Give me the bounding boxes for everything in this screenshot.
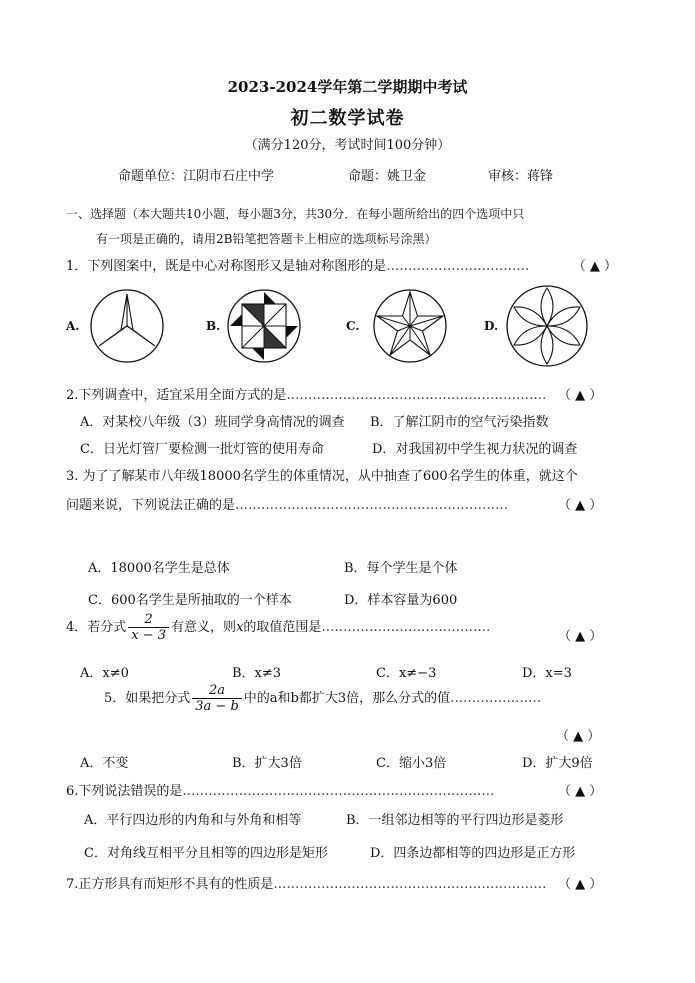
q4-numerator: 2 [128, 612, 169, 628]
q1-label-c: C. [346, 319, 360, 333]
q4-pre-text: 4．若分式 [66, 620, 127, 635]
q7-stem-text: 7.正方形具有而矩形不具有的性质是 [66, 877, 274, 892]
q5-pre-text: 5．如果把分式 [104, 691, 191, 706]
q4-denominator: x − 3 [131, 628, 167, 643]
q4-post-text-1: 有意义，则 [171, 620, 237, 635]
leader-dots: ……………………………………………………… [273, 877, 547, 892]
q1-figure-a [89, 288, 165, 364]
section-note-1: （本大题共10小题，每小题3分，共30分．在每小题所给出的四个选项中只 [126, 207, 525, 221]
q3-option-a: A．18000名学生是总体 [88, 561, 230, 576]
q6-stem-text: 6.下列说法错误的是 [66, 784, 183, 799]
q3-stem-line-1: 3. 为了了解某市八年级18000名学生的体重情况，从中抽查了600名学生的体重，就这个 [66, 469, 578, 484]
q6-stem [66, 780, 494, 799]
q7-answer-mark: （ ▲ ） [558, 877, 603, 892]
q3-option-b: B．每个学生是个体 [344, 561, 458, 576]
q4-option-d: D．x=3 [522, 666, 572, 681]
q1-label-a: A. [66, 319, 80, 333]
q1-figure-b [226, 288, 302, 364]
q1-label-d: D. [484, 319, 499, 333]
q6-answer-mark: （ ▲ ） [558, 784, 603, 799]
q4-fraction [128, 612, 169, 643]
q1-figure-d [505, 284, 589, 368]
q2-stem [66, 384, 546, 403]
header-reviewer: 审核：蒋锋 [488, 169, 554, 184]
exam-year-line: 2023-2024学年第二学期期中考试 [227, 78, 468, 96]
exam-title: 初二数学试卷 [290, 108, 405, 129]
q1-answer-mark: （ ▲ ） [572, 259, 617, 274]
q4-stem [66, 612, 490, 643]
q3-stem-text: 问题来说，下列说法正确的是 [66, 498, 236, 513]
q6-option-b: B．一组邻边相等的平行四边形是菱形 [346, 813, 564, 828]
q5-stem [104, 683, 541, 714]
q3-option-d: D．样本容量为600 [344, 593, 458, 608]
q1-label-b: B. [206, 319, 221, 333]
q2-answer-mark: （ ▲ ） [558, 388, 603, 403]
q2-option-b: B．了解江阴市的空气污染指数 [370, 415, 549, 430]
q2-option-d: D．对我国初中学生视力状况的调查 [372, 442, 578, 457]
q5-fraction [192, 683, 242, 714]
q5-answer-mark: （ ▲ ） [556, 729, 601, 744]
q1-stem-text: 1．下列图案中，既是中心对称图形又是轴对称图形的是 [66, 259, 387, 274]
q5-option-d: D．扩大9倍 [522, 756, 593, 771]
q4-answer-mark: （ ▲ ） [558, 629, 603, 644]
q7-stem [66, 873, 546, 892]
q3-option-c: C．600名学生是所抽取的一个样本 [88, 593, 292, 608]
q6-option-a: A．平行四边形的内角和与外角和相等 [84, 813, 302, 828]
header-unit: 命题单位：江阴市石庄中学 [118, 169, 275, 184]
q1-figure-c [372, 288, 448, 364]
q6-option-d: D．四条边都相等的四边形是正方形 [370, 846, 576, 861]
q4-post-text-2: 的取值范围是 [243, 620, 322, 635]
q3-answer-mark: （ ▲ ） [558, 498, 603, 513]
q4-variable: x [236, 620, 244, 635]
exam-info: （满分120分，考试时间100分钟） [244, 138, 451, 153]
leader-dots: ………………… [450, 691, 542, 706]
q3-stem-line-2 [66, 494, 508, 513]
q4-option-b: B．x≠3 [232, 666, 282, 681]
q5-option-a: A．不变 [80, 756, 129, 771]
q2-option-a: A．对某校八年级（3）班同学身高情况的调查 [80, 415, 345, 430]
leader-dots: …………………………………………………… [286, 388, 547, 403]
q2-stem-text: 2.下列调查中，适宜采用全面方式的是 [66, 388, 287, 403]
q6-option-c: C．对角线互相平分且相等的四边形是矩形 [84, 846, 328, 861]
q4-option-a: A．x≠0 [80, 666, 129, 681]
section-title: 一、选择题 [66, 207, 127, 221]
leader-dots: ……………………………………………………… [235, 498, 509, 513]
section-note-2: 有一项是正确的，请用2B铅笔把答题卡上相应的选项标号涂黑） [96, 232, 437, 246]
header-author: 命题：姚卫金 [348, 169, 427, 184]
leader-dots: ……………………………………………………………… [182, 784, 495, 799]
q4-option-c: C．x≠−3 [376, 666, 437, 681]
q5-option-c: C．缩小3倍 [376, 756, 447, 771]
q5-numerator: 2a [192, 683, 242, 699]
q1-stem [66, 255, 529, 274]
q5-option-b: B．扩大3倍 [232, 756, 302, 771]
q5-denominator: 3a − b [195, 699, 239, 714]
q2-option-c: C．日光灯管厂要检测一批灯管的使用寿命 [80, 442, 324, 457]
leader-dots: …………………………… [386, 259, 530, 274]
section-heading [66, 205, 524, 222]
leader-dots: ………………………………… [321, 620, 491, 635]
q5-post-text: 中的a和b都扩大3倍，那么分式的值 [243, 691, 451, 706]
